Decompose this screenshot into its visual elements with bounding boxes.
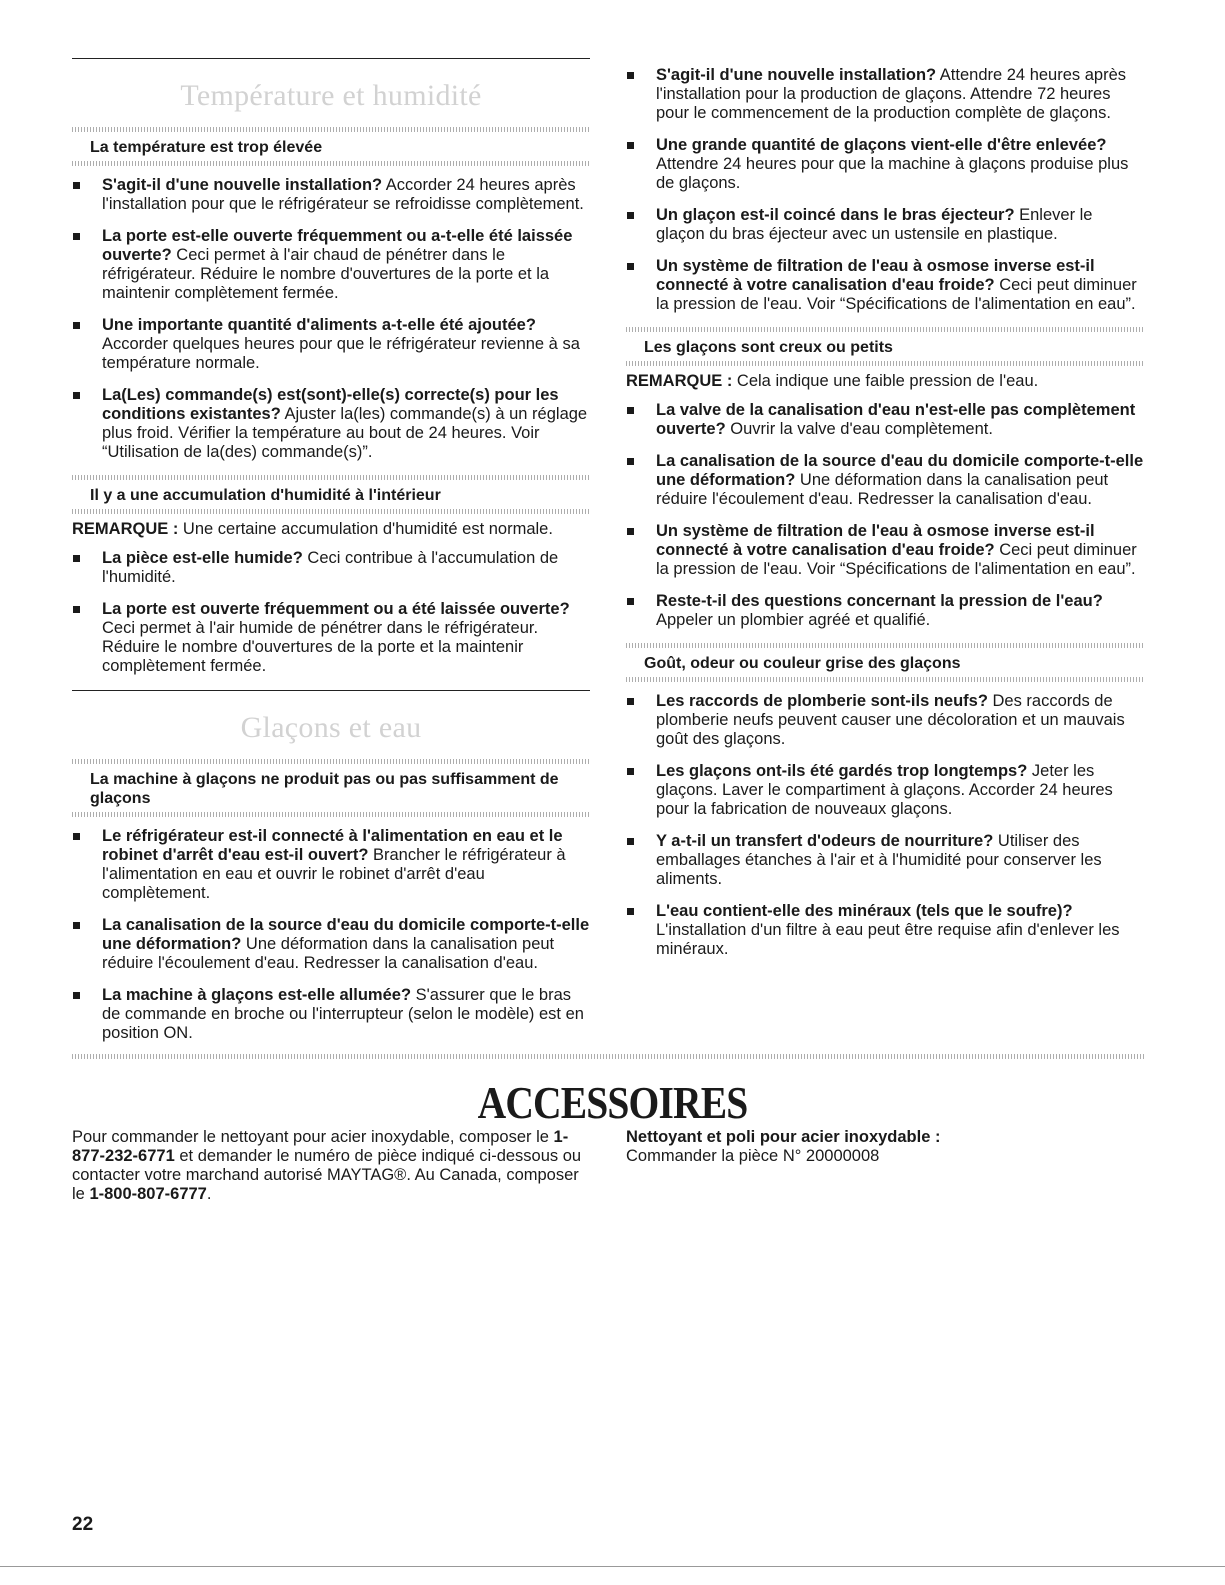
subheading-ice-taste: Goût, odeur ou couleur grise des glaçons [644, 655, 961, 672]
item-answer: S'assurer que le bras de commande en broche ou l'interrupteur (selon le modèle) est en position ON. [102, 986, 584, 1042]
list-item [626, 692, 1144, 749]
item-question: La pièce est-elle humide? [102, 549, 303, 567]
item-answer: Ceci peut diminuer la pression de l'eau. Voir “Spécifications de l'alimentation en eau”. [656, 541, 1137, 578]
list-item [72, 316, 590, 373]
item-question: Une grande quantité de glaçons vient-elle d'être enlevée? [656, 136, 1107, 154]
section-title-ice: Glaçons et eau [240, 711, 422, 744]
item-answer: Ceci permet à l'air chaud de pénétrer dans le réfrigérateur. Réduire le nombre d'ouvertures de la porte et la maintenir complètement fermée. [102, 246, 550, 302]
item-answer: Ajuster la(les) commande(s) à un réglage plus froid. Vérifier la température au bout de 24 heures. Voir “Utilisation de la(des) commande(s)”. [102, 405, 588, 461]
dotted-divider [626, 643, 1144, 648]
item-answer: Accorder 24 heures après l'installation pour que le réfrigérateur se refroidisse complètement. [102, 176, 584, 213]
list-item [72, 549, 590, 587]
list-item [626, 832, 1144, 889]
phone-number-canada: 1-800-807-6777 [89, 1185, 207, 1203]
list-item [72, 827, 590, 903]
item-answer: Ceci contribue à l'accumulation de l'humidité. [102, 549, 559, 586]
left-column [72, 58, 590, 1056]
list-ice-not-produced [72, 827, 590, 1043]
list-item [72, 986, 590, 1043]
product-part-number: Commander la pièce N° 20000008 [626, 1147, 880, 1165]
accessories-intro-text-3: . [206, 1185, 212, 1203]
phone-number-us: 1-877-232-6771 [72, 1128, 569, 1165]
list-item [626, 401, 1144, 439]
item-question: Reste-t-il des questions concernant la pression de l'eau? [656, 592, 1103, 610]
dotted-divider [72, 812, 590, 817]
accessories-intro-text-1: Pour commander le nettoyant pour acier inoxydable, composer le [72, 1128, 554, 1146]
item-question: S'agit-il d'une nouvelle installation? [656, 66, 937, 84]
list-item [72, 227, 590, 303]
item-question: Une importante quantité d'aliments a-t-elle été ajoutée? [102, 316, 536, 334]
item-answer: Attendre 24 heures après l'installation pour la production de glaçons. Attendre 72 heures pour le commencement de la production complète de glaçons. [656, 66, 1127, 122]
dotted-divider [72, 127, 590, 132]
list-ice-hollow [626, 401, 1144, 630]
list-item [72, 916, 590, 973]
dotted-divider [72, 161, 590, 166]
section-rule [72, 690, 590, 691]
product-title: Nettoyant et poli pour acier inoxydable : [626, 1128, 941, 1146]
dotted-divider [626, 361, 1144, 366]
list-item [72, 386, 590, 462]
list-item [72, 600, 590, 676]
note-label: REMARQUE : [72, 520, 179, 538]
note-ice-hollow [626, 372, 1144, 391]
item-question: La canalisation de la source d'eau du domicile comporte-t-elle une déformation? [102, 916, 590, 953]
item-question: Le réfrigérateur est-il connecté à l'alimentation en eau et le robinet d'arrêt d'eau est-il ouvert? [102, 827, 563, 864]
item-answer: Enlever le glaçon du bras éjecteur avec un ustensile en plastique. [656, 206, 1093, 243]
page-number: 22 [72, 1514, 94, 1535]
item-answer: Utiliser des emballages étanches à l'air et à l'humidité pour conserver les aliments. [656, 832, 1102, 888]
item-answer: Attendre 24 heures pour que la machine à glaçons produise plus de glaçons. [656, 155, 1129, 192]
item-question: S'agit-il d'une nouvelle installation? [102, 176, 383, 194]
subheading-humidity: Il y a une accumulation d'humidité à l'intérieur [90, 487, 441, 504]
item-question: La valve de la canalisation d'eau n'est-elle pas complètement ouverte? [656, 401, 1136, 438]
note-label: REMARQUE : [626, 372, 733, 390]
item-answer: Des raccords de plomberie neufs peuvent causer une décoloration et un mauvais goût des glaçons. [656, 692, 1125, 748]
item-question: Un système de filtration de l'eau à osmose inverse est-il connecté à votre canalisation d'eau froide? [656, 257, 1095, 294]
list-item [626, 257, 1144, 314]
accessories-title: ACCESSOIRES [477, 1077, 748, 1128]
subheading-ice-not-produced: La machine à glaçons ne produit pas ou pas suffisamment de glaçons [90, 771, 559, 807]
list-item [72, 176, 590, 214]
list-ice-taste [626, 692, 1144, 959]
accessories-intro [72, 1128, 592, 1204]
subheading-temp-high: La température est trop élevée [90, 139, 323, 156]
page-bottom-rule [0, 1566, 1225, 1567]
item-answer: Ouvrir la valve d'eau complètement. [725, 420, 993, 438]
item-question: Les glaçons ont-ils été gardés trop longtemps? [656, 762, 1028, 780]
dotted-divider [626, 677, 1144, 682]
dotted-divider [72, 509, 590, 514]
list-ice-not-produced-continued [626, 66, 1144, 314]
item-question: La canalisation de la source d'eau du domicile comporte-t-elle une déformation? [656, 452, 1144, 489]
item-answer: L'installation d'un filtre à eau peut être requise afin d'enlever les minéraux. [656, 921, 1120, 958]
list-item [626, 522, 1144, 579]
item-question: L'eau contient-elle des minéraux (tels que le soufre)? [656, 902, 1073, 920]
note-text: Cela indique une faible pression de l'eau. [732, 372, 1039, 390]
item-answer: Une déformation dans la canalisation peut réduire l'écoulement d'eau. Redresser la canalisation d'eau. [656, 471, 1109, 508]
item-question: La(Les) commande(s) est(sont)-elle(s) correcte(s) pour les conditions existantes? [102, 386, 559, 423]
item-answer: Une déformation dans la canalisation peut réduire l'écoulement d'eau. Redresser la canalisation d'eau. [102, 935, 555, 972]
subheading-ice-hollow: Les glaçons sont creux ou petits [644, 339, 893, 356]
item-question: Un système de filtration de l'eau à osmose inverse est-il connecté à votre canalisation d'eau froide? [656, 522, 1095, 559]
item-answer: Accorder quelques heures pour que le réfrigérateur revienne à sa température normale. [102, 335, 580, 372]
accessories-divider [72, 1054, 1144, 1059]
item-question: Un glaçon est-il coincé dans le bras éjecteur? [656, 206, 1015, 224]
note-text: Une certaine accumulation d'humidité est normale. [178, 520, 553, 538]
list-humidity [72, 549, 590, 676]
item-question: La porte est ouverte fréquemment ou a été laissée ouverte? [102, 600, 570, 618]
accessories-intro-text-2: et demander le numéro de pièce indiqué ci-dessous ou contacter votre marchand autorisé MAYTAG®. Au Canada, composer le [72, 1147, 582, 1203]
dotted-divider [72, 475, 590, 480]
item-question: Y a-t-il un transfert d'odeurs de nourriture? [656, 832, 994, 850]
dotted-divider [626, 327, 1144, 332]
item-answer: Ceci peut diminuer la pression de l'eau. Voir “Spécifications de l'alimentation en eau”. [656, 276, 1137, 313]
item-question: Les raccords de plomberie sont-ils neufs? [656, 692, 988, 710]
item-answer: Ceci permet à l'air humide de pénétrer dans le réfrigérateur. Réduire le nombre d'ouvertures de la porte et la maintenir complètement fermée. [102, 619, 539, 675]
item-question: La machine à glaçons est-elle allumée? [102, 986, 412, 1004]
list-item [626, 452, 1144, 509]
list-item [626, 66, 1144, 123]
dotted-divider [72, 759, 590, 764]
list-temp-high [72, 176, 590, 462]
item-answer: Appeler un plombier agréé et qualifié. [656, 611, 931, 629]
item-answer: Brancher le réfrigérateur à l'alimentation en eau et ouvrir le robinet d'arrêt d'eau complètement. [102, 846, 566, 902]
section-rule [72, 58, 590, 59]
list-item [626, 592, 1144, 630]
accessory-product [626, 1128, 1146, 1166]
list-item [626, 136, 1144, 193]
section-title-temperature: Température et humidité [180, 79, 482, 112]
list-item [626, 206, 1144, 244]
item-answer: Jeter les glaçons. Laver le compartiment à glaçons. Accorder 24 heures pour la fabrication de nouveaux glaçons. [656, 762, 1113, 818]
list-item [626, 762, 1144, 819]
list-item [626, 902, 1144, 959]
note-humidity [72, 520, 590, 539]
item-question: La porte est-elle ouverte fréquemment ou a-t-elle été laissée ouverte? [102, 227, 573, 264]
right-column [626, 64, 1144, 972]
